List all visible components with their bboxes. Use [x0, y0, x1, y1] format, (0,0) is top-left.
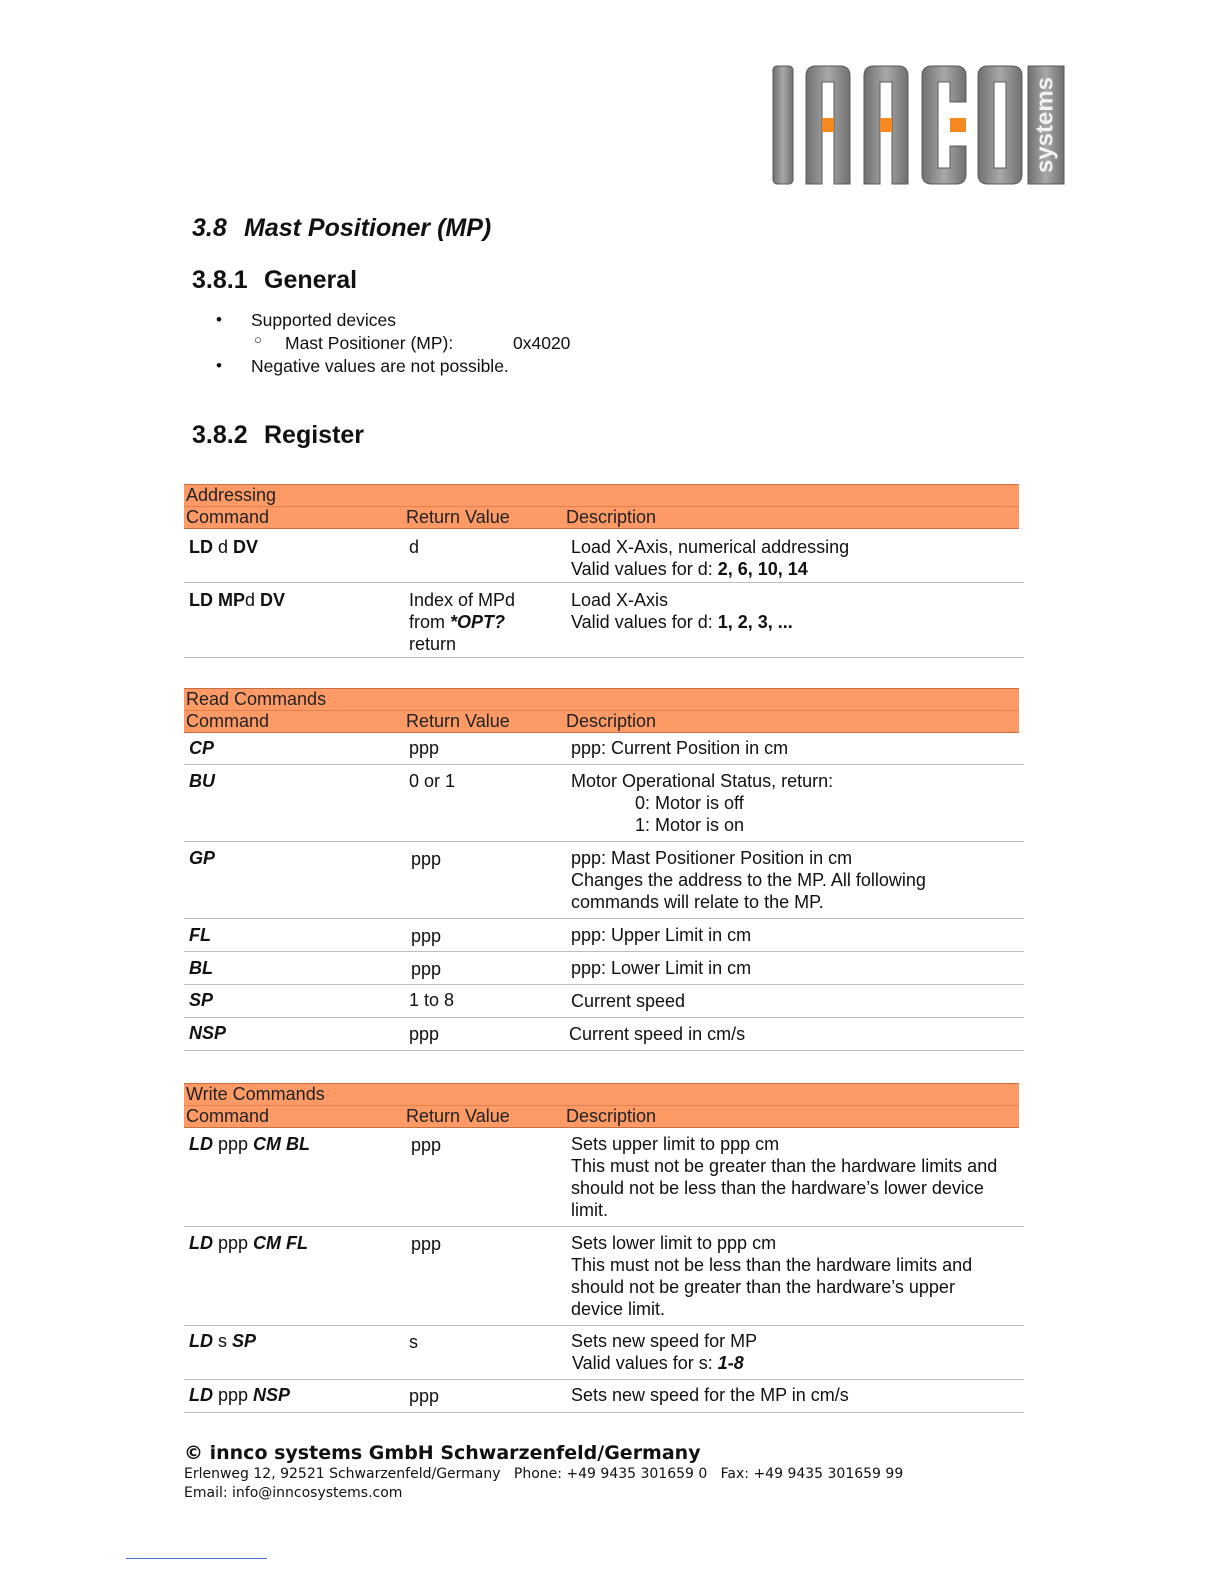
footer-email: Email: info@inncosystems.com — [184, 1485, 403, 1501]
table-row: LD ppp CM BL ppp Sets upper limit to ppp cm This must not be greater than the hardware limits and should not be less than the hardware’s lower device limit. — [184, 1128, 1024, 1227]
bullet-supported-devices: Supported devices — [251, 310, 396, 330]
table-row: BU 0 or 1 Motor Operational Status, return: 0: Motor is off 1: Motor is on — [184, 765, 1024, 842]
read-commands-table — [184, 688, 1024, 1051]
col-return: Return Value — [406, 711, 510, 731]
col-description: Description — [566, 507, 657, 527]
write-commands-table — [184, 1083, 1024, 1413]
register-heading — [192, 421, 364, 450]
table-row: BL ppp ppp: Lower Limit in cm — [184, 952, 1024, 985]
table-header — [184, 484, 1019, 529]
table-title: Read Commands — [184, 688, 1019, 710]
table-row: NSP ppp Current speed in cm/s — [184, 1018, 1024, 1051]
sub-bullet-label: Mast Positioner (MP): — [285, 333, 454, 353]
register-number: 3.8.2 — [192, 421, 248, 449]
addressing-table — [184, 484, 1024, 658]
bullet-dot: • — [216, 310, 222, 329]
col-command: Command — [186, 711, 270, 731]
col-command: Command — [186, 507, 270, 527]
table-row: GP ppp ppp: Mast Positioner Position in cm Changes the address to the MP. All following commands will relate to the MP. — [184, 842, 1024, 919]
table-row: LD ppp NSP ppp Sets new speed for the MP in cm/s — [184, 1380, 1024, 1413]
table-row: FL ppp ppp: Upper Limit in cm — [184, 919, 1024, 952]
table-header — [184, 1083, 1019, 1128]
footer-address: Erlenweg 12, 92521 Schwarzenfeld/Germany Phone: +49 9435 301659 0 Fax: +49 9435 301659 99 — [184, 1466, 904, 1482]
section-title: Mast Positioner (MP) — [244, 214, 492, 242]
bullet-negative-values: Negative values are not possible. — [251, 356, 509, 376]
table-title: Write Commands — [184, 1083, 1019, 1105]
table-row: LD MPd DV Index of MPd from *OPT? return Load X-Axis Valid values for d: 1, 2, 3, ... — [184, 583, 1024, 658]
section-heading — [192, 214, 491, 243]
general-title: General — [264, 266, 358, 294]
table-title: Addressing — [184, 484, 1019, 506]
col-return: Return Value — [406, 507, 510, 527]
table-row: LD s SP s Sets new speed for MP Valid values for s: 1-8 — [184, 1326, 1024, 1380]
sub-bullet-circle: ○ — [254, 332, 262, 347]
col-description: Description — [566, 711, 657, 731]
section-number: 3.8 — [192, 214, 227, 242]
table-row: LD ppp CM FL ppp Sets lower limit to ppp cm This must not be less than the hardware limits and should not be greater than the hardware’s upper device limit. — [184, 1227, 1024, 1326]
bullet-dot: • — [216, 356, 222, 375]
general-heading — [192, 266, 357, 295]
innco-logo — [770, 62, 1070, 192]
table-row: SP 1 to 8 Current speed — [184, 985, 1024, 1018]
table-header — [184, 688, 1019, 733]
table-row: CP ppp ppp: Current Position in cm — [184, 733, 1024, 765]
register-title: Register — [264, 421, 365, 449]
footer-company: © innco systems GmbH Schwarzenfeld/Germany — [184, 1442, 701, 1464]
col-command: Command — [186, 1106, 270, 1126]
sub-bullet-value: 0x4020 — [513, 333, 571, 353]
col-return: Return Value — [406, 1106, 510, 1126]
logo-side-text: systems — [1031, 76, 1059, 174]
col-description: Description — [566, 1106, 657, 1126]
footer-rule — [126, 1558, 267, 1559]
general-number: 3.8.1 — [192, 266, 248, 294]
table-row: LD d DV d Load X-Axis, numerical addressing Valid values for d: 2, 6, 10, 14 — [184, 529, 1024, 583]
